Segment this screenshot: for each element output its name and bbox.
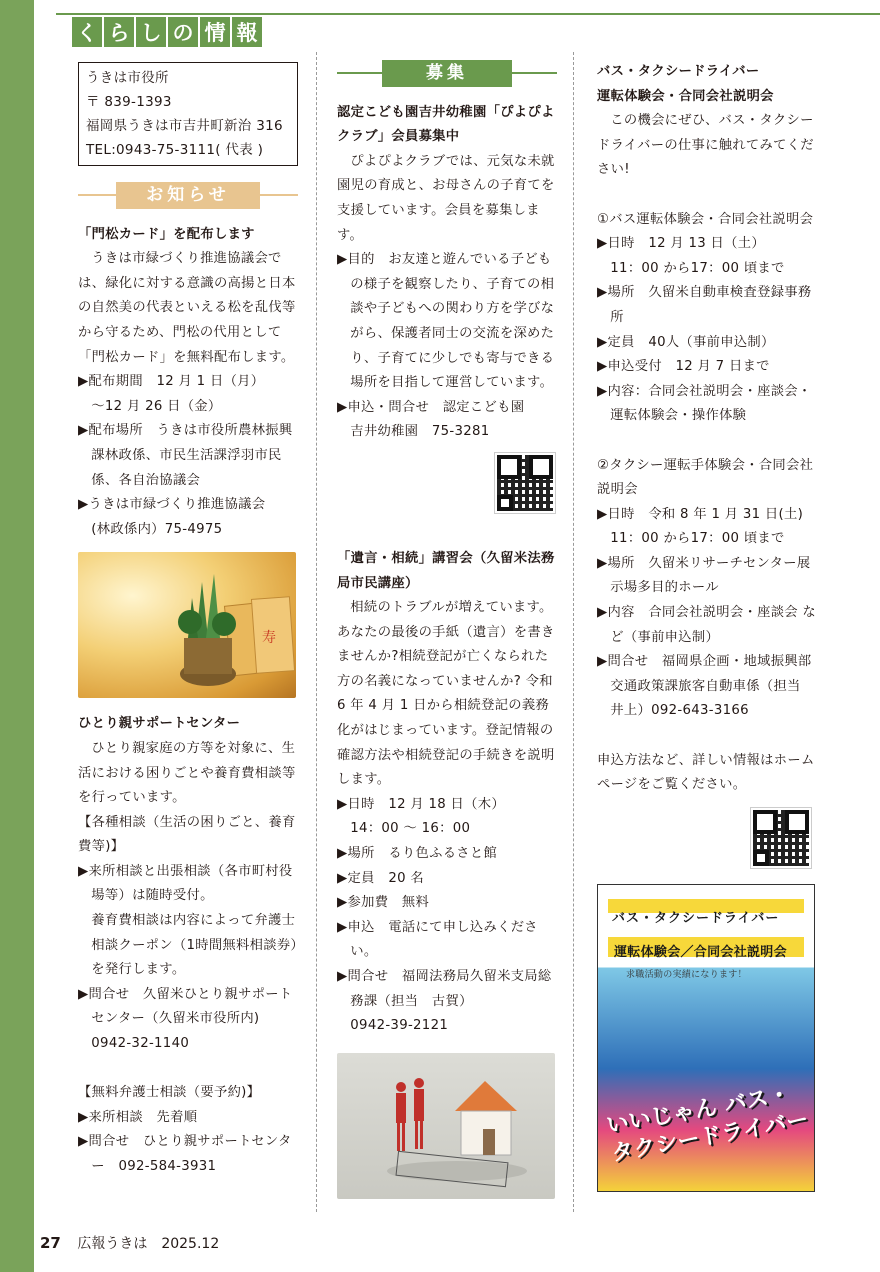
section-title [72,17,262,47]
info-line: ▶来所相談 先着順 [78,1109,198,1125]
article-body: この機会にぜひ、バス・タクシードライバーの仕事に触れてみてください! [597,113,814,178]
poster-subtitle: 運転体験会／合同会社説明会 [614,944,787,960]
info-line: ▶来所相談と出張相談（各市町村役場等）は随時受付。 [78,863,293,904]
sub-heading: 【各種相談（生活の困りごと、養育費等)】 [78,814,296,855]
info-line: ▶配布期間 12 月 1 日（月） [78,374,265,390]
info-line: 0942-39-2121 [350,1018,449,1034]
bus-taxi-poster [597,884,815,1192]
side-bar [0,0,34,1272]
address-line: TEL:0943-75-3111( 代表 ) [86,142,264,158]
info-line: ▶日時 12 月 13 日（土） [597,236,765,252]
info-line: 吉井幼稚園 75-3281 [350,424,490,440]
article-body: ぴよぴよクラブでは、元気な未就園児の育成と、お母さんの子育てを支援しています。会員を募集します。 [337,153,555,243]
article-title: 運転体験会・合同会社説明会 [597,88,774,104]
info-line: ▶申込受付 12 月 7 日まで [597,359,770,375]
info-line: ▶定員 40人（事前申込制） [597,334,775,350]
publication-name: 広報うきは 2025.12 [77,1236,220,1252]
info-line: ▶日時 令和 8 年 1 月 31 日(土) [597,506,804,522]
notice-heading [78,182,298,209]
info-line: 14：00 ～ 16：00 [350,821,471,837]
info-line: ▶定員 20 名 [337,870,424,886]
poster-catch: 求職活動の実績になります！ [626,969,747,980]
qr-code-icon[interactable] [495,453,555,513]
svg-text:寿: 寿 [262,630,277,647]
address-line: 〒 839-1393 [86,94,172,110]
article-title: バス・タクシードライバー [597,64,760,79]
address-box [78,62,298,166]
column-right [597,60,819,1192]
title-char: ら [104,17,134,47]
page-number: 27 [40,1234,61,1252]
qr-code-icon[interactable] [751,808,811,868]
sub-heading: 【無料弁護士相談（要予約)】 [78,1085,261,1101]
column-middle [337,60,557,1213]
article-body: ひとり親家庭の方等を対象に、生活における困りごとや養育費相談等を行っています。 [78,740,296,806]
info-line: ▶参加費 無料 [337,895,430,911]
article-title: 認定こども園吉井幼稚園「ぴよぴよクラブ」会員募集中 [337,104,555,145]
column-divider [573,52,574,1212]
sub-heading: ①バス運転体験会・合同会社説明会 [597,211,814,227]
info-line: 11：00 から17：00 頃まで [610,531,785,547]
info-line: (林政係内）75-4975 [91,521,223,537]
address-line: うきは市役所 [86,70,169,86]
info-line: ▶問合せ 福岡県企画・地域振興部交通政策課旅客自動車係（担当 井上）092-643-3166 [597,654,815,719]
info-line: ▶場所 久留米自動車検査登録事務所 [597,285,812,325]
address-line: 福岡県うきは市吉井町新治 316 [86,118,283,134]
poster-title: バス・タクシードライバー [612,910,780,926]
title-char: 報 [232,17,262,47]
title-char: 情 [200,17,230,47]
recruit-label: 募集 [382,60,512,87]
article-title: ひとり親サポートセンター [78,716,241,732]
kadomatsu-photo [78,552,296,698]
page-footer [40,1233,219,1253]
top-rule [56,13,880,15]
info-line: ▶目的 お友達と遊んでいる子どもの様子を観察したり、子育ての相談や子どもへの関わり方を学びながら、保護者同士の交流を深めたり、子育てに少しでも寄与できる場所を目指して運営しています。 [337,252,555,391]
notice-label: お知らせ [116,182,260,209]
info-line: ▶問合せ ひとり親サポートセンター 092-584-3931 [78,1134,292,1174]
info-line: ▶問合せ 福岡法務局久留米支局総務課（担当 古賀） [337,969,552,1009]
info-line: 0942-32-1140 [91,1036,190,1052]
title-char: し [136,17,166,47]
poster-big-text: いいじゃん バス・タクシードライバー [604,1081,811,1167]
info-line: ～12 月 26 日（金） [91,398,222,414]
info-line: ▶うきは市緑づくり推進協議会 [78,497,266,513]
info-line: ▶内容 合同会社説明会・座談会 など（事前申込制） [597,605,817,645]
title-char: の [168,17,198,47]
info-line: ▶申込・問合せ 認定こども園 [337,399,525,415]
info-line: ▶日時 12 月 18 日（木） [337,796,505,812]
info-line: 養育費相談は内容によって弁護士相談クーポン（1時間無料相談券）を発行します。 [91,913,298,978]
info-line: ▶配布場所 うきは市役所農林振興課林政係、市民生活課浮羽市民係、各自治協議会 [78,423,293,488]
column-divider [316,52,317,1212]
article-body: 申込方法など、詳しい情報はホームページをご覧ください。 [597,752,815,793]
article-body: 相続のトラブルが増えています。あなたの最後の手紙（遺言）を書きませんか?相続登記が亡くなられた方の名義になっていませんか? 令和 6 年 4 月 1 日から相続登記の義務化がはじまっています。登記情報の確認方法や相続登記の手続きを説明します。 [337,600,555,788]
info-line: ▶問合せ 久留米ひとり親サポートセンター（久留米市役所内) [78,986,293,1027]
recruit-heading [337,60,557,87]
inheritance-photo [337,1053,555,1199]
info-line: ▶内容：合同会社説明会・座談会・運転体験会・操作体験 [597,383,812,424]
info-line: 11：00 から17：00 頃まで [610,260,785,276]
sub-heading: ②タクシー運転手体験会・合同会社説明会 [597,457,814,498]
article-body: うきは市緑づくり推進協議会では、緑化に対する意識の高揚と日本の自然美の代表といえる松を乱伐等から守るため、門松の代用として「門松カード」を無料配布します。 [78,251,296,365]
column-left [78,62,298,1180]
article-title: 「門松カード」を配布します [78,226,255,242]
info-line: ▶申込 電話にて申し込みください。 [337,919,538,960]
info-line: ▶場所 るり色ふるさと館 [337,846,498,862]
article-title: 「遺言・相続」講習会（久留米法務局市民講座） [337,550,555,591]
info-line: ▶場所 久留米リサーチセンター展示場多目的ホール [597,555,811,596]
title-char: く [72,17,102,47]
